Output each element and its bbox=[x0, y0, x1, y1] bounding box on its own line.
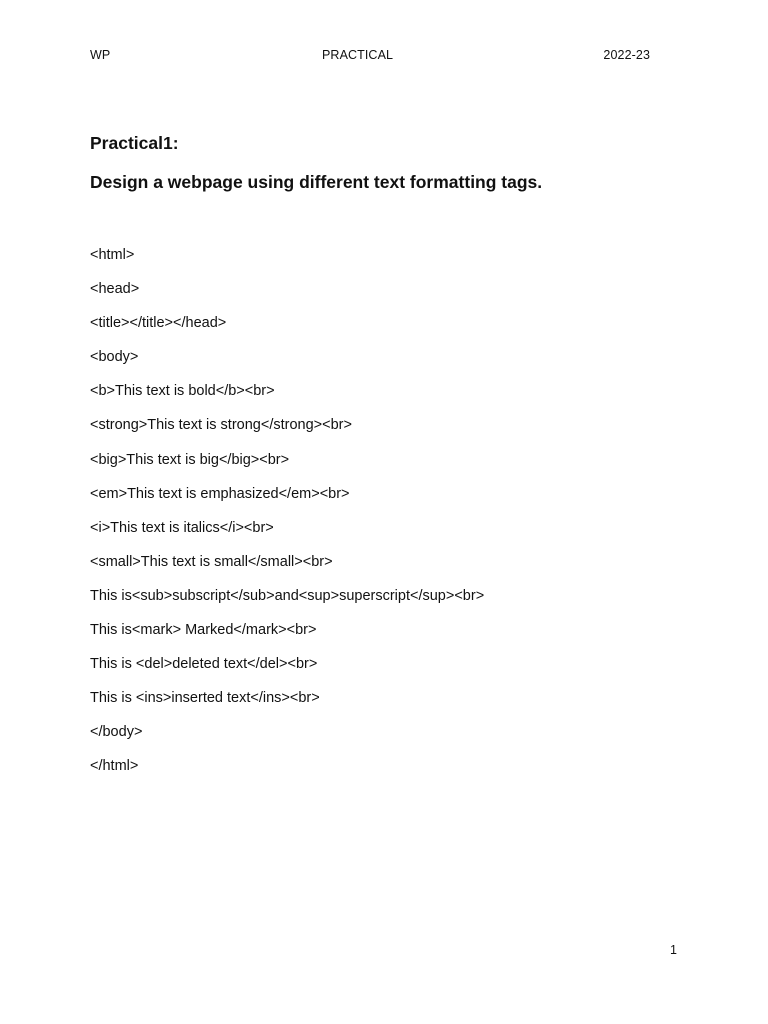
code-line: <b>This text is bold</b><br> bbox=[90, 383, 275, 400]
practical-subheading: Design a webpage using different text formatting tags. bbox=[90, 172, 543, 192]
code-line: This is <ins>inserted text</ins><br> bbox=[90, 690, 320, 707]
code-line: </body> bbox=[90, 724, 143, 741]
code-line: <html> bbox=[90, 247, 135, 263]
header-year: 2022-23 bbox=[603, 48, 650, 62]
code-line: <strong>This text is strong</strong><br> bbox=[90, 417, 352, 434]
header-title: PRACTICAL bbox=[322, 48, 394, 62]
code-line: This is <del>deleted text</del><br> bbox=[90, 656, 318, 673]
code-line: This is<sub>subscript</sub>and<sup>superscript</sup><br> bbox=[90, 587, 485, 604]
code-line: <big>This text is big</big><br> bbox=[90, 451, 290, 468]
page-number: 1 bbox=[670, 943, 677, 957]
code-line: <head> bbox=[90, 281, 140, 298]
code-line: <body> bbox=[90, 349, 139, 366]
code-line: <title></title></head> bbox=[90, 315, 227, 332]
code-line: <i>This text is italics</i><br> bbox=[90, 519, 274, 536]
code-line: This is<mark> Marked</mark><br> bbox=[90, 622, 317, 639]
page-header bbox=[90, 48, 650, 66]
header-subject: WP bbox=[90, 48, 111, 62]
code-line: <em>This text is emphasized</em><br> bbox=[90, 485, 350, 502]
code-line: </html> bbox=[90, 758, 139, 775]
practical-heading: Practical1: bbox=[90, 133, 179, 153]
code-listing bbox=[90, 245, 484, 791]
code-line: <small>This text is small</small><br> bbox=[90, 553, 333, 570]
